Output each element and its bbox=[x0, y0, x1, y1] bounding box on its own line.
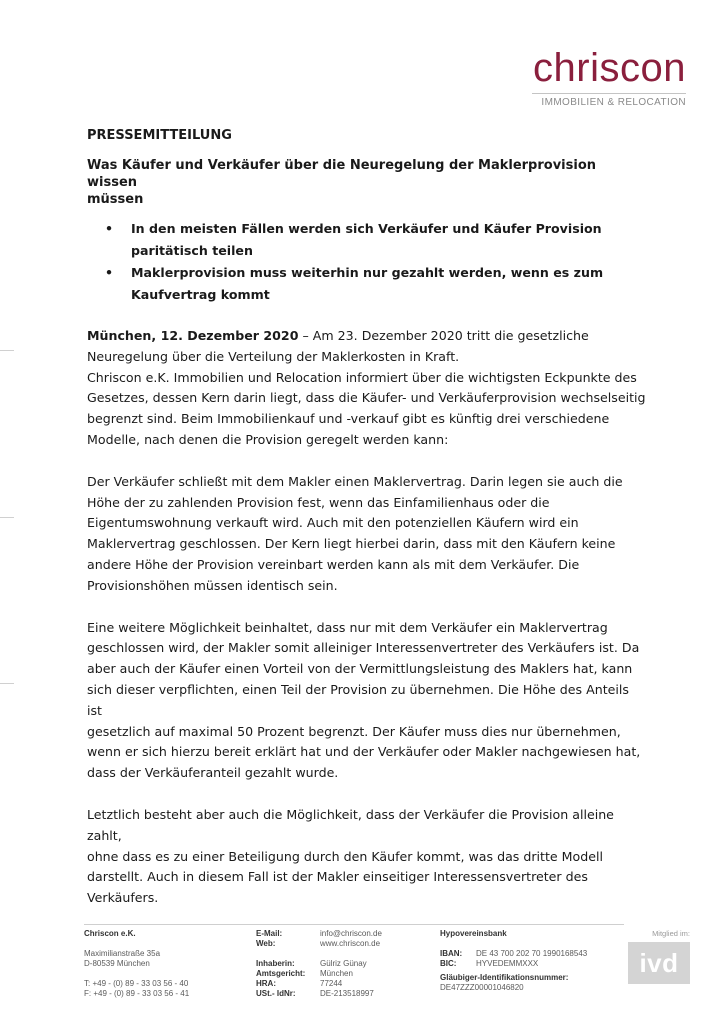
list-item-line: paritätisch teilen bbox=[131, 243, 253, 258]
membership-badge bbox=[628, 929, 690, 1003]
dateline: München, 12. Dezember 2020 bbox=[87, 328, 299, 343]
bank-row bbox=[440, 949, 587, 959]
legal-row bbox=[256, 969, 382, 979]
paragraph-line: aber auch der Käufer einen Vorteil von der Vermittlungsleistung des Maklers hat, kann bbox=[87, 661, 633, 677]
document-label: PRESSEMITTEILUNG bbox=[87, 128, 232, 143]
intro-paragraph bbox=[87, 326, 647, 451]
iban-value: DE 43 700 202 70 1990168543 bbox=[476, 949, 588, 958]
phone-number: T: +49 - (0) 89 - 33 03 56 - 40 bbox=[84, 979, 189, 988]
paragraph-line: gesetzlich auf maximal 50 Prozent begrenzt. Der Käufer muss dies nur übernehmen, bbox=[87, 723, 621, 739]
paragraph-line: Letztlich besteht aber auch die Möglichkeit, dass der Verkäufer die Provision alleine zahlt, bbox=[87, 806, 614, 843]
headline-line: Was Käufer und Verkäufer über die Neuregelung der Maklerprovision wissen bbox=[87, 158, 596, 190]
list-item-line: Kaufvertrag kommt bbox=[131, 287, 270, 302]
body-paragraph-4 bbox=[87, 805, 647, 909]
key-points-list bbox=[87, 218, 647, 306]
legal-key: Inhaberin: bbox=[256, 959, 295, 968]
legal-value: 77244 bbox=[320, 979, 343, 988]
ivd-logo: ivd bbox=[628, 942, 690, 984]
paragraph-line: Maklervertrag geschlossen. Der Kern liegt hierbei darin, dass mit den Käufern keine bbox=[87, 536, 616, 552]
paragraph-line: geschlossen wird, der Makler somit alleiniger Interessenvertreter des Verkäufers ist. Da bbox=[87, 640, 640, 656]
dateline-text: – Am 23. Dezember 2020 tritt die gesetzliche bbox=[298, 328, 589, 343]
fax-number: F: +49 - (0) 89 - 33 03 56 - 41 bbox=[84, 989, 190, 998]
fold-mark bbox=[0, 517, 14, 518]
headline bbox=[87, 157, 647, 208]
paragraph-line: darstellt. Auch in diesem Fall ist der Makler einseitiger Interessensvertreter des bbox=[87, 869, 588, 885]
headline-line: müssen bbox=[87, 192, 144, 207]
body-paragraph-2 bbox=[87, 472, 647, 597]
creditor-id: DE47ZZZ00001046820 bbox=[440, 983, 524, 992]
footer-address bbox=[84, 929, 189, 999]
fold-mark bbox=[0, 350, 14, 351]
paragraph-line: Eigentumswohnung verkauft wird. Auch mit den potenziellen Käufern wird ein bbox=[87, 515, 579, 531]
paragraph-line: Modelle, nach denen die Provision geregelt werden kann: bbox=[87, 431, 449, 447]
paragraph-line: dass der Verkäuferanteil gezahlt wurde. bbox=[87, 765, 339, 781]
paragraph-line: ohne dass es zu einer Beteiligung durch den Käufer kommt, was das dritte Modell bbox=[87, 848, 603, 864]
paragraph-line: Chriscon e.K. Immobilien und Relocation informiert über die wichtigsten Eckpunkte des bbox=[87, 369, 637, 385]
paragraph-line: Verkäufers. bbox=[87, 890, 159, 906]
paragraph-line: Gesetzes, dessen Kern darin liegt, dass die Käufer- und Verkäuferprovision wechselseitig bbox=[87, 390, 646, 406]
bic-value: HYVEDEMMXXX bbox=[476, 959, 539, 968]
paragraph-line: begrenzt sind. Beim Immobilienkauf und -verkauf gibt es künftig drei verschiedene bbox=[87, 411, 610, 427]
city: D-80539 München bbox=[84, 959, 150, 968]
email-link[interactable]: info@chriscon.de bbox=[320, 929, 382, 938]
letterhead-footer bbox=[0, 912, 724, 1024]
paragraph-line: andere Höhe der Provision vereinbart werden kann als mit dem Verkäufer. Die bbox=[87, 556, 580, 572]
paragraph-line: Der Verkäufer schließt mit dem Makler einen Maklervertrag. Darin legen sie auch die bbox=[87, 473, 623, 489]
bank-key: BIC: bbox=[440, 959, 457, 968]
contact-row bbox=[256, 929, 382, 939]
bullet-icon: • bbox=[105, 221, 114, 236]
bank-row bbox=[440, 959, 587, 969]
creditor-label: Gläubiger-Identifikationsnummer: bbox=[440, 973, 569, 982]
bullet-icon: • bbox=[105, 265, 114, 280]
footer-contact bbox=[256, 929, 382, 999]
legal-row bbox=[256, 979, 382, 989]
company-name: Chriscon e.K. bbox=[84, 929, 136, 938]
legal-value: München bbox=[320, 969, 353, 978]
list-item-line: In den meisten Fällen werden sich Verkäufer und Käufer Provision bbox=[131, 221, 602, 236]
paragraph-line: Höhe der zu zahlenden Provision fest, wenn das Einfamilienhaus oder die bbox=[87, 494, 550, 510]
footer-bank bbox=[440, 929, 587, 993]
legal-key: USt.- IdNr: bbox=[256, 989, 296, 998]
contact-key: Web: bbox=[256, 939, 276, 948]
bank-key: IBAN: bbox=[440, 949, 463, 958]
press-release-body bbox=[87, 128, 647, 930]
paragraph-line: wenn er sich hierzu bereit erklärt hat und der Verkäufer oder Makler nachgewiesen hat, bbox=[87, 744, 641, 760]
legal-row bbox=[256, 959, 382, 969]
legal-key: HRA: bbox=[256, 979, 276, 988]
list-item bbox=[87, 218, 647, 262]
legal-row bbox=[256, 989, 382, 999]
contact-row bbox=[256, 939, 382, 949]
brand-logo bbox=[533, 48, 686, 88]
brand-tagline: IMMOBILIEN & RELOCATION bbox=[541, 97, 686, 108]
street: Maximilianstraße 35a bbox=[84, 949, 161, 958]
footer-divider bbox=[84, 924, 624, 925]
contact-key: E-Mail: bbox=[256, 929, 283, 938]
member-label: Mitglied im: bbox=[652, 929, 690, 938]
paragraph-line: Neuregelung über die Verteilung der Maklerkosten in Kraft. bbox=[87, 348, 460, 364]
fold-mark bbox=[0, 683, 14, 684]
paragraph-line bbox=[87, 326, 647, 347]
web-link[interactable]: www.chriscon.de bbox=[320, 939, 381, 948]
legal-value: Gülriz Günay bbox=[320, 959, 367, 968]
brand-name: chriscon bbox=[533, 46, 686, 90]
bank-name: Hypovereinsbank bbox=[440, 929, 507, 938]
paragraph-line: sich dieser verpflichten, einen Teil der Provision zu übernehmen. Die Höhe des Anteils ist bbox=[87, 681, 629, 718]
legal-value: DE-213518997 bbox=[320, 989, 374, 998]
body-paragraph-3 bbox=[87, 618, 647, 784]
paragraph-line: Provisionshöhen müssen identisch sein. bbox=[87, 577, 338, 593]
logo-divider bbox=[532, 93, 686, 94]
list-item bbox=[87, 262, 647, 306]
legal-key: Amtsgericht: bbox=[256, 969, 306, 978]
list-item-line: Maklerprovision muss weiterhin nur gezahlt werden, wenn es zum bbox=[131, 265, 604, 280]
paragraph-line: Eine weitere Möglichkeit beinhaltet, dass nur mit dem Verkäufer ein Maklervertrag bbox=[87, 619, 608, 635]
